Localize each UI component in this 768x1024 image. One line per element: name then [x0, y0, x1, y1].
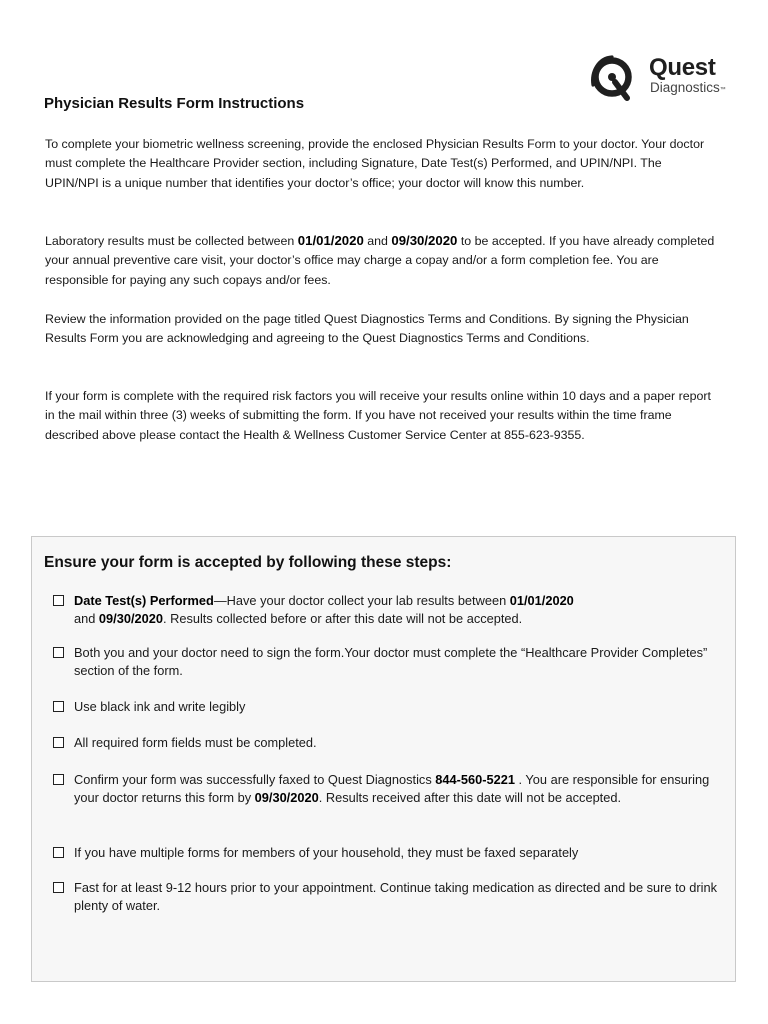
lab-results-text-a: Laboratory results must be collected between	[45, 234, 298, 248]
step-sign-form-text: Both you and your doctor need to sign the form.Your doctor must complete the “Healthcare Provider Completes” section of the form.	[74, 645, 708, 678]
logo-subtitle	[650, 80, 726, 96]
step-multiple-forms	[74, 844, 734, 862]
step-confirm-fax	[74, 771, 734, 806]
steps-box	[31, 536, 736, 982]
return-deadline-date: 09/30/2020	[254, 789, 319, 805]
quest-logo-mark-icon	[588, 52, 638, 102]
fax-number: 844-560-5221	[435, 772, 515, 787]
step-confirm-fax-text-a: Confirm your form was successfully faxed to Quest Diagnostics	[74, 772, 436, 787]
step-checkbox[interactable]	[53, 847, 64, 858]
step-fasting-text: Fast for at least 9-12 hours prior to your appointment. Continue taking medication as directed and be sure to drink plenty of water.	[74, 880, 718, 913]
steps-title: Ensure your form is accepted by following these steps:	[44, 554, 452, 571]
lab-results-text-c: to be accepted. If you have already completed your annual preventive care visit, your doctor’s office may charge a copay and/or a form completion fee. You are responsible for paying any such copays and/or fees.	[45, 234, 715, 287]
step-checkbox[interactable]	[53, 882, 64, 893]
step-date-tests-text-a: —Have your doctor collect your lab results between	[213, 593, 510, 608]
step-black-ink-text: Use black ink and write legibly	[74, 699, 246, 714]
step-checkbox[interactable]	[53, 701, 64, 712]
page-title: Physician Results Form Instructions	[44, 95, 305, 112]
step-checkbox[interactable]	[53, 647, 64, 658]
step-black-ink	[74, 698, 734, 716]
terms-paragraph: Review the information provided on the page titled Quest Diagnostics Terms and Conditions. By signing the Physician Results Form you are acknowledging and agreeing to the Quest Diagnostics Terms and Conditions.	[45, 312, 689, 346]
start-date: 01/01/2020	[297, 233, 364, 248]
step-date-tests-text-b: and	[74, 610, 99, 626]
lab-results-paragraph	[45, 231, 715, 290]
trademark-symbol: ™	[719, 87, 726, 93]
lab-results-text-b: and	[363, 234, 392, 248]
step-checkbox[interactable]	[53, 595, 64, 606]
step-end-date: 09/30/2020	[98, 610, 163, 626]
step-checkbox[interactable]	[53, 774, 64, 785]
step-date-tests-text-c: . Results collected before or after this date will not be accepted.	[162, 610, 523, 626]
results-timing-paragraph: If your form is complete with the required risk factors you will receive your results online within 10 days and a paper report in the mail within three (3) weeks of submitting the form. If you have not received your results within the time frame described above please contact the Health & Wellness Customer Service Center at 855-623-9355.	[45, 389, 711, 442]
logo-subtitle-text: Diagnostics	[650, 80, 720, 95]
logo-name: Quest	[649, 54, 716, 81]
step-date-tests	[74, 592, 734, 627]
step-sign-form	[74, 644, 734, 679]
step-required-fields-text: All required form fields must be completed.	[74, 735, 317, 750]
step-multiple-forms-text: If you have multiple forms for members of your household, they must be faxed separately	[74, 845, 579, 860]
quest-diagnostics-logo	[588, 52, 748, 102]
step-confirm-fax-text-b: . You are responsible for ensuring your doctor returns this form by	[74, 772, 710, 805]
step-checkbox[interactable]	[53, 737, 64, 748]
end-date: 09/30/2020	[391, 233, 458, 248]
step-date-tests-heading: Date Test(s) Performed	[74, 593, 214, 608]
step-start-date: 01/01/2020	[509, 593, 574, 608]
intro-paragraph: To complete your biometric wellness screening, provide the enclosed Physician Results Form to your doctor. Your doctor must complete the Healthcare Provider section, including Signature, Date Test(s) Performed, and UPIN/NPI. The UPIN/NPI is a unique number that identifies your doctor’s office; your doctor will know this number.	[45, 137, 705, 190]
step-required-fields	[74, 734, 734, 752]
step-confirm-fax-text-c: . Results received after this date will not be accepted.	[318, 789, 622, 805]
step-fasting	[74, 879, 734, 914]
